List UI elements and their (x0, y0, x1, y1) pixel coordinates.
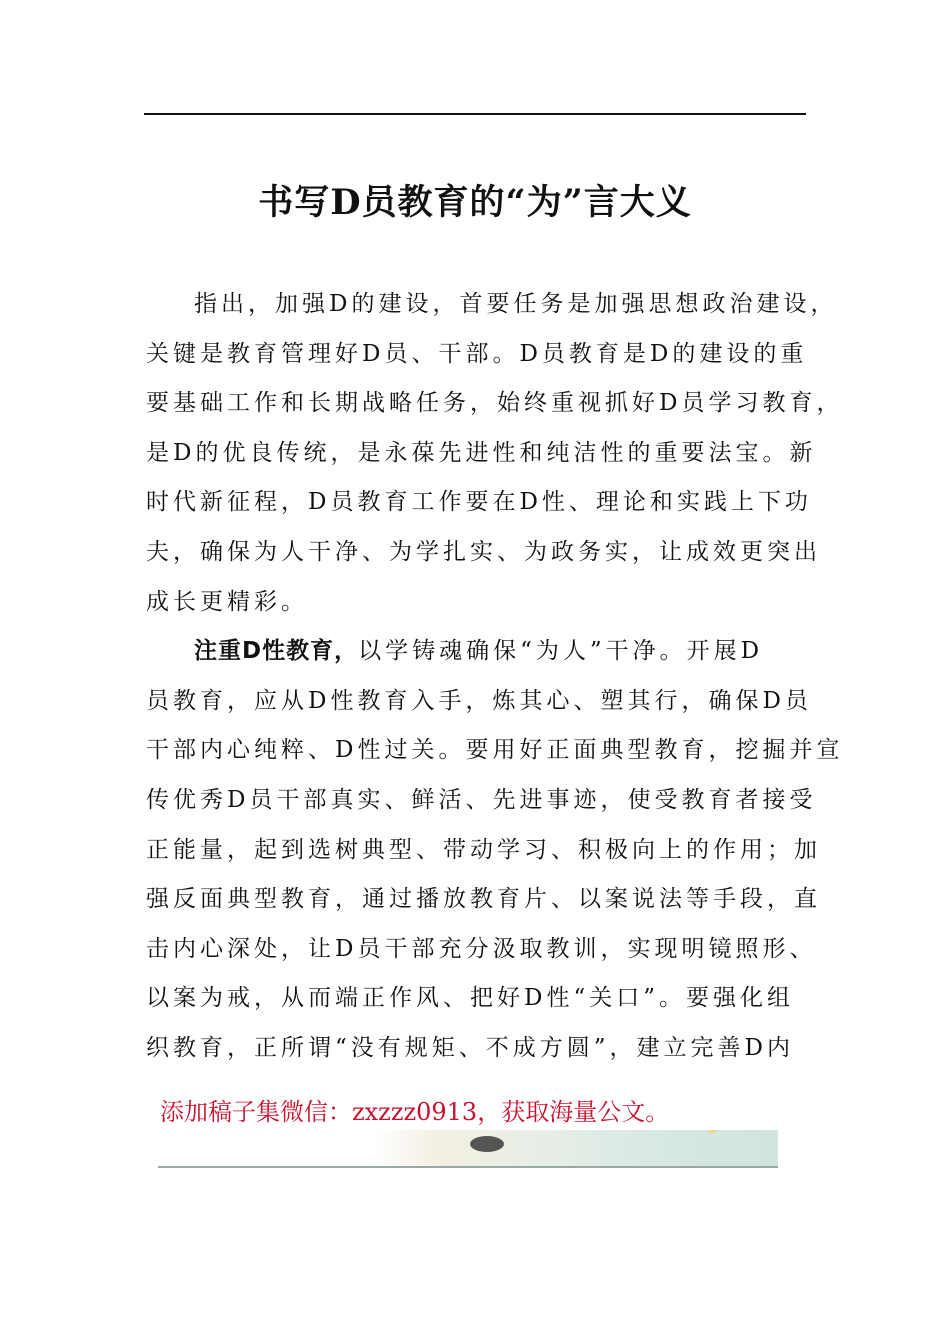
header-rule (144, 113, 806, 115)
paragraph-1-line: 要基础工作和长期战略任务，始终重视抓好D员学习教育， (146, 390, 844, 417)
paragraph-1-line: 夫，确保为人干净、为学扎实、为政务实，让成效更突出 (146, 538, 821, 565)
paragraph-2-line: 以案为戒，从而端正作风、把好D性“关口”。要强化组 (146, 985, 794, 1012)
paragraph-2-heading: 注重D性教育， (194, 638, 359, 665)
paragraph-2-line: 干部内心纯粹、D性过关。要用好正面典型教育，挖掘并宣 (146, 737, 844, 764)
paragraph-2-line: 织教育，正所谓“没有规矩、不成方圆”，建立完善D内 (146, 1034, 794, 1061)
paragraph-1-line: 指出，加强D的建设，首要任务是加强思想政治建设， (194, 291, 838, 317)
paragraph-1-line: 时代新征程，D员教育工作要在D性、理论和实践上下功 (146, 489, 812, 516)
promo-banner-image (158, 1130, 778, 1168)
paragraph-2-line: 正能量，起到选树典型、带动学习、积极向上的作用；加 (146, 836, 821, 863)
paragraph-2-line: 员教育，应从D性教育入手，炼其心、塑其行，确保D员 (146, 687, 812, 714)
paragraph-2-line: 强反面典型教育，通过播放教育片、以案说法等手段，直 (146, 886, 821, 913)
document-title: 书写D员教育的“为”言大义 (258, 182, 692, 223)
paragraph-2-line: 传优秀D员干部真实、鲜活、先进事迹，使受教育者接受 (146, 786, 817, 813)
paragraph-2-first-line (146, 627, 808, 677)
paragraph-2-first-line-rest: 以学铸魂确保“为人”干净。开展D (358, 638, 764, 665)
paragraph-2-line: 击内心深处，让D员干部充分汲取教训，实现明镜照形、 (146, 935, 817, 962)
paragraph-1-line: 关键是教育管理好D员、干部。D员教育是D的建设的重 (146, 340, 808, 367)
promo-banner-text: 添加稿子集微信：zxzzz0913，获取海量公文。 (160, 1098, 670, 1126)
paragraph-1-line: 是D的优良传统，是永葆先进性和纯洁性的重要法宝。新 (146, 439, 817, 466)
ink-blot-decoration (470, 1136, 504, 1152)
document-body (146, 280, 844, 1074)
gold-curve-decoration (698, 1130, 778, 1168)
paragraph-1-line: 成长更精彩。 (146, 588, 308, 615)
